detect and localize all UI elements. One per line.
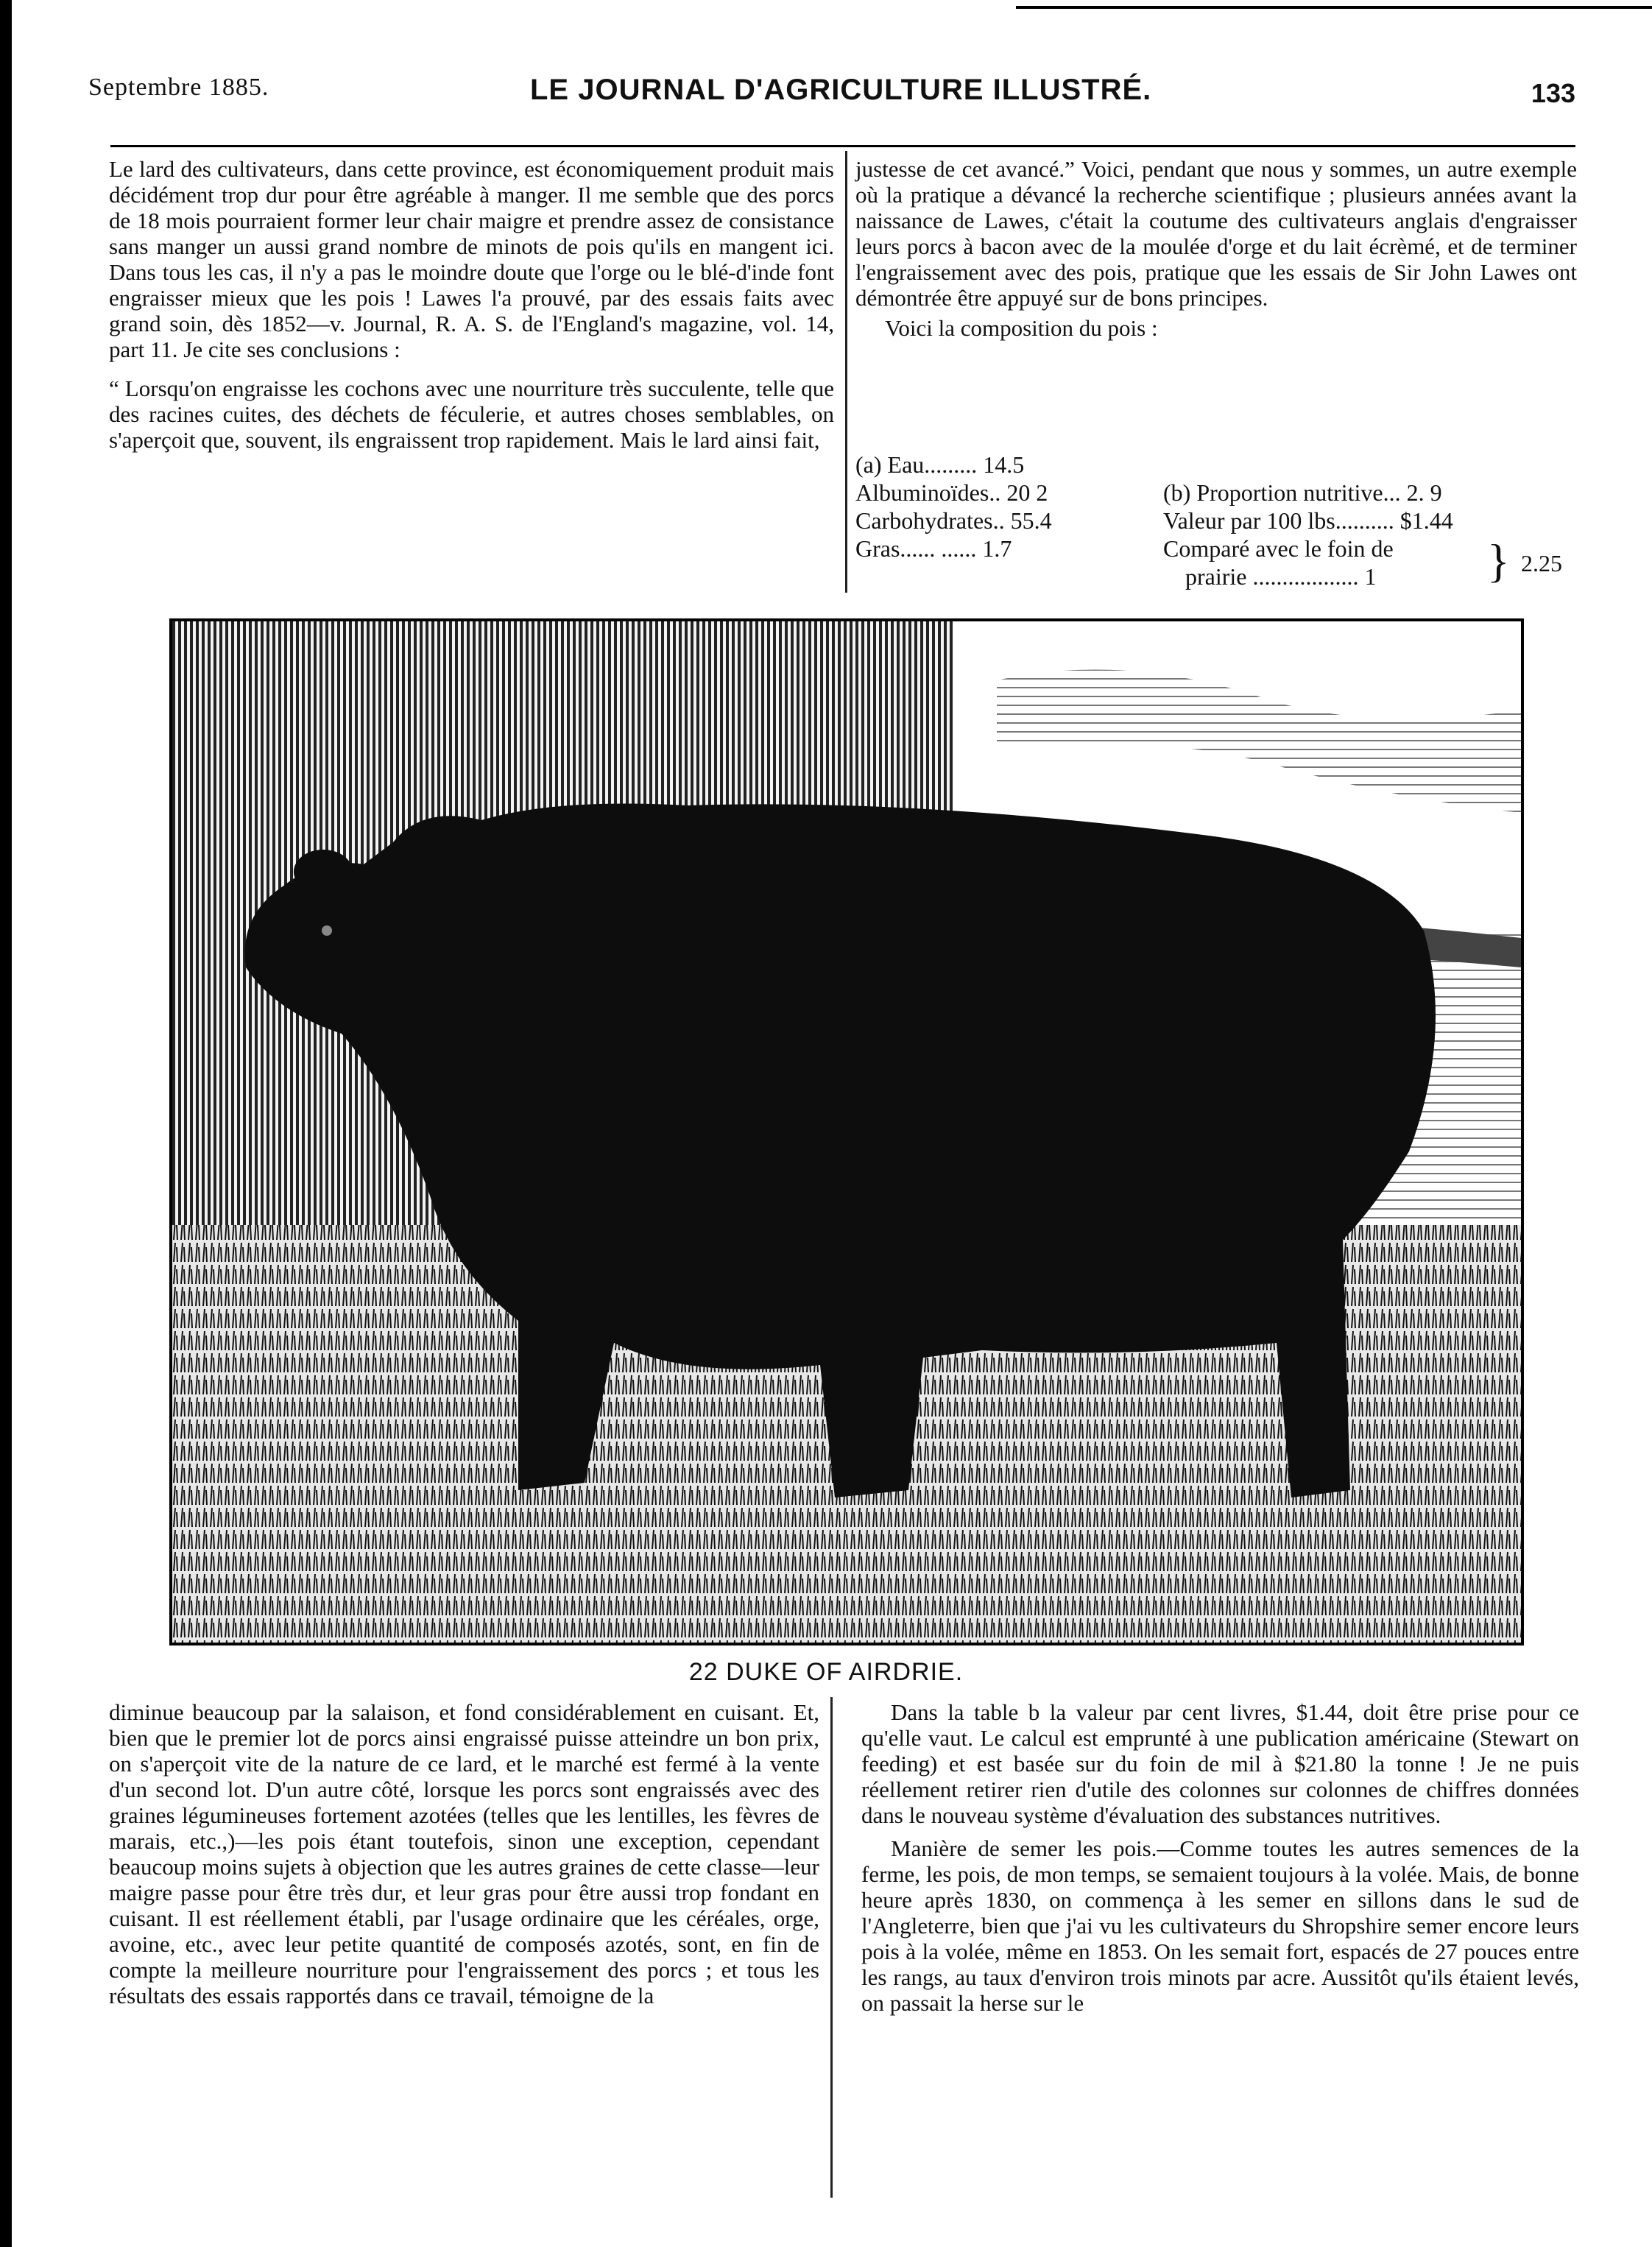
compare-value: 2.25 <box>1521 550 1562 576</box>
header-rule <box>110 145 1575 147</box>
paragraph: Le lard des cultivateurs, dans cette province, est économiquement produit mais décidément trop dur pour être agréable à manger. Il me semble que des porcs de 18 mois pourraient former leur chair maigre et prendre assez de consistance sans manger un aussi grand nombre de minots de pois qu'ils en mangent ici. Dans tous les cas, il n'y a pas le moindre doute que l'orge ou le blé-d'inde font engraisser mieux que les pois ! Lawes l'a prouvé, par des essais faits avec grand soin, dès 1852—v. Journal, R. A. S. de l'England's magazine, vol. 14, part 11. Je cite ses conclusions : <box>109 156 834 362</box>
engraving-illustration <box>172 621 1521 1643</box>
composition-row: Carbohydrates.. 55.4 <box>855 507 1052 534</box>
composition-table-a <box>855 451 1165 562</box>
header-date: Septembre 1885. <box>88 74 269 101</box>
journal-title: LE JOURNAL D'AGRICULTURE ILLUSTRÉ. <box>530 74 1152 106</box>
top-right-column <box>855 156 1577 341</box>
paragraph: Voici la composition du pois : <box>885 315 1158 341</box>
composition-table-b <box>1163 479 1590 590</box>
quote-paragraph: “ Lorsqu'on engraisse les cochons avec une nourriture très succulente, telle que des racines cuites, des déchets de féculerie, et autres choses semblables, on s'aperçoit que, souvent, ils engraissent trop rapidement. Mais le lard ainsi fait, <box>109 375 834 453</box>
composition-row: Valeur par 100 lbs.......... $1.44 <box>1163 507 1453 534</box>
column-rule <box>845 151 847 593</box>
bottom-right-column <box>861 1699 1579 2016</box>
column-rule <box>830 1697 833 2198</box>
compare-one: 1 <box>1364 563 1377 590</box>
top-left-column <box>109 156 834 453</box>
composition-row: Gras...... ...... 1.7 <box>855 535 1012 562</box>
bottom-left-column <box>109 1699 819 2008</box>
compare-line-1: Comparé avec le foin de <box>1163 535 1394 562</box>
page-header <box>88 68 1583 112</box>
figure-caption: 22 DUKE OF AIRDRIE. <box>688 1658 964 1686</box>
paragraph: diminue beaucoup par la salaison, et fond considérablement en cuisant. Et, bien que le premier lot de porcs ainsi engraissé puisse atteindre un bon prix, on s'aperçoit vite de la nature de ce lard, et le marché est fermé à la vente d'un second lot. D'un autre côté, lorsque les porcs sont engraissés avec des graines légumineuses fortement azotées (telles que les lentilles, les fèvres de marais, etc.,)—les pois étant toutefois, sinon une exception, cependant beaucoup moins sujets à objection que les autres graines de cette classe—leur maigre passe pour être très dur, et leur gras pour être aussi trop fondant en cuisant. Il est réellement établi, par l'usage ordinaire que les céréales, orge, avoine, etc., avec leur petite quantité de composés azotés, sont, en fin de compte la meilleure nourriture pour l'engraissement des porcs ; et tous les résultats des essais rapportés dans ce travail, témoigne de la <box>109 1699 819 2008</box>
page-edge-shadow <box>0 0 12 2247</box>
bull-engraving <box>169 618 1524 1645</box>
composition-row: (a) Eau......... 14.5 <box>855 451 1025 478</box>
paragraph: Manière de semer les pois.—Comme toutes les autres semences de la ferme, les pois, de mon temps, se semaient toujours à la volée. Mais, de bonne heure après 1830, on commença à les semer en sillons dans le sud de l'Angleterre, bien que j'ai vu les cultivateurs du Shropshire semer encore leurs pois à la volée, même en 1853. On les semait fort, espacés de 27 pouces entre les rangs, au taux d'environ trois minots par acre. Aussitôt qu'ils étaient levés, on passait la herse sur le <box>861 1835 1579 2016</box>
compare-line-2: prairie .................. <box>1185 563 1359 590</box>
top-edge-rule <box>1016 6 1652 9</box>
paragraph: justesse de cet avancé.” Voici, pendant que nous y sommes, un autre exemple où la pratique a dévancé la recherche scientifique ; plusieurs années avant la naissance de Lawes, c'était la coutume des cultivateurs anglais d'engraisser leurs porcs à bacon avec de la moulée d'orge et du lait écrèmé, et de terminer l'engraissement avec des pois, pratique que les essais de Sir John Lawes ont démontrée être appuyé sur de bons principes. <box>855 156 1577 311</box>
composition-row: (b) Proportion nutritive... 2. 9 <box>1163 479 1442 506</box>
page-number: 133 <box>1531 78 1575 108</box>
composition-compare <box>1163 535 1590 590</box>
composition-row: Albuminoïdes.. 20 2 <box>855 479 1048 506</box>
brace-icon: } <box>1487 535 1510 587</box>
paragraph: Dans la table b la valeur par cent livres, $1.44, doit être prise pour ce qu'elle vaut. Le calcul est emprunté à une publication américaine (Stewart on feeding) et est basée sur du foin de mil à $21.80 la tonne ! Je ne puis réellement retirer rien d'utile des colonnes sur colonnes de chiffres données dans le nouveau système d'évaluation des substances nutritives. <box>861 1699 1579 1828</box>
